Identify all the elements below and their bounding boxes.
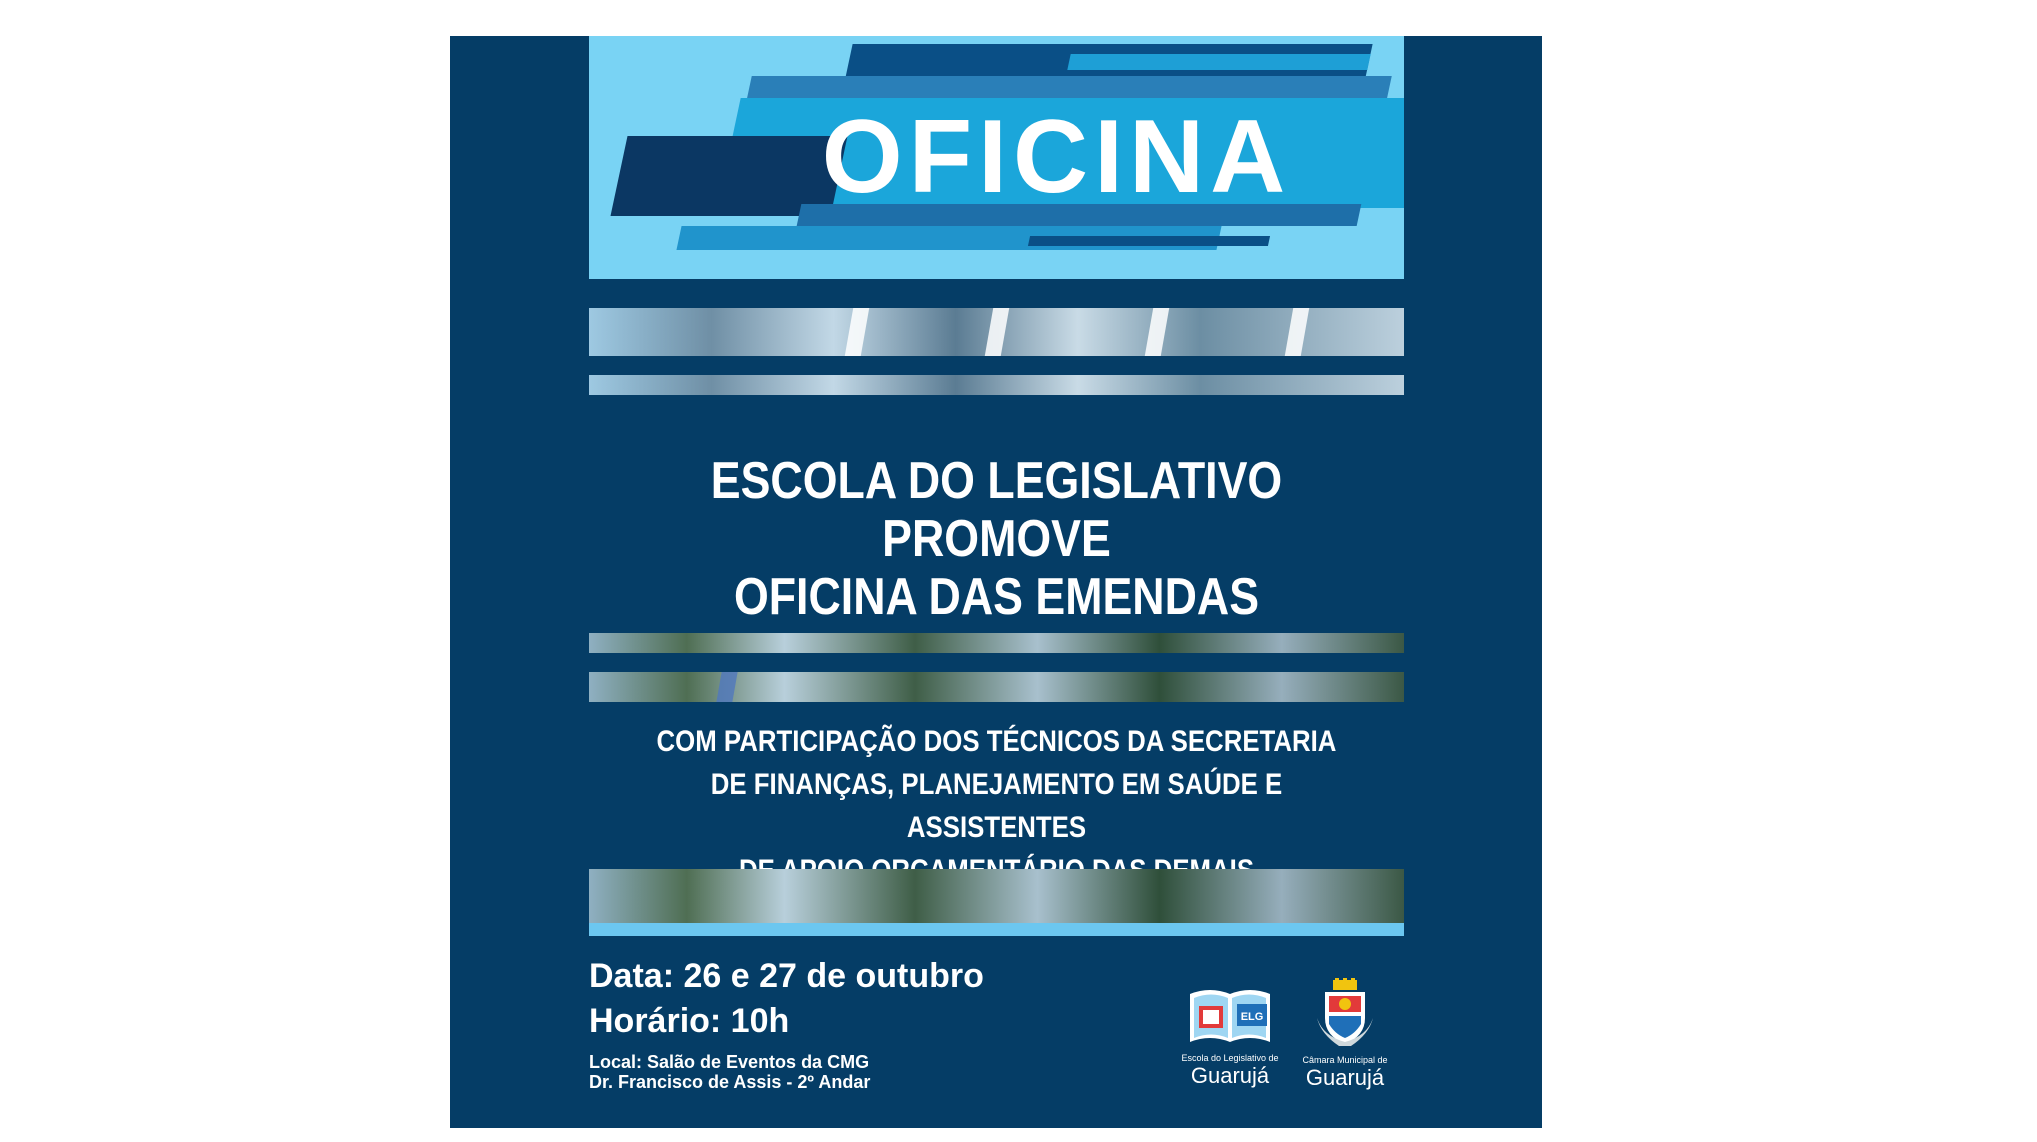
headline-line-1: ESCOLA DO LEGISLATIVO PROMOVE	[710, 452, 1283, 568]
event-location-1: Local: Salão de Eventos da CMG	[589, 1052, 870, 1072]
camara-caption: Câmara Municipal de	[1302, 1055, 1388, 1065]
column-shape	[845, 308, 869, 356]
column-shape	[1145, 308, 1169, 356]
svg-text:ELG: ELG	[1240, 1011, 1264, 1023]
camara-city: Guarujá	[1305, 1065, 1385, 1090]
accent-bar	[589, 923, 1404, 936]
coat-of-arms-icon	[1315, 978, 1375, 1050]
column-shape	[985, 308, 1009, 356]
elg-caption: Escola do Legislativo de	[1181, 1053, 1279, 1063]
event-poster	[450, 36, 1542, 1128]
participants-line-2: DE FINANÇAS, PLANEJAMENTO EM SAÚDE E ASSISTENTES	[710, 768, 1283, 844]
event-info	[589, 954, 984, 1092]
participants-line-1: COM PARTICIPAÇÃO DOS TÉCNICOS DA SECRETARIA	[656, 725, 1337, 758]
photo-strip	[589, 869, 1404, 923]
header-banner	[589, 36, 1404, 279]
banner-stripe	[1028, 236, 1270, 246]
headline-line-2: OFICINA DAS EMENDAS	[733, 568, 1260, 626]
banner-stripe	[1067, 54, 1370, 70]
book-icon	[1185, 986, 1275, 1048]
camara-logo	[1290, 978, 1400, 1090]
elg-logo	[1170, 986, 1290, 1088]
headline	[646, 452, 1347, 626]
photo-strip	[589, 633, 1404, 653]
event-time: Horário: 10h	[589, 1002, 790, 1040]
photo-strip	[589, 308, 1404, 356]
header-title: OFICINA	[821, 99, 1292, 215]
column-shape	[1285, 308, 1309, 356]
flag-shape	[716, 672, 737, 702]
elg-city: Guarujá	[1190, 1063, 1270, 1088]
photo-strip	[589, 375, 1404, 395]
photo-strip	[589, 672, 1404, 702]
event-location-2: Dr. Francisco de Assis - 2º Andar	[589, 1072, 871, 1092]
event-date: Data: 26 e 27 de outubro	[589, 957, 984, 995]
